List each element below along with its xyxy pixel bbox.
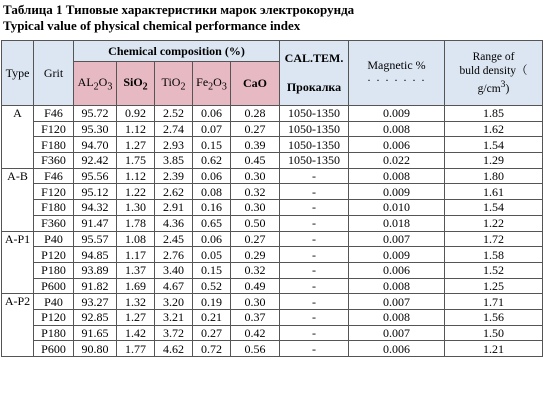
header-chemical-composition: Chemical composition (%) xyxy=(74,41,280,62)
cell-fe2o3: 0.06 xyxy=(193,168,231,184)
cell-density: 1.80 xyxy=(445,168,543,184)
cell-grit: F180 xyxy=(34,200,74,216)
cell-al2o3: 95.12 xyxy=(74,184,117,200)
cell-tio2: 2.62 xyxy=(155,184,193,200)
table-body xyxy=(2,106,543,357)
cell-cal: - xyxy=(280,294,349,310)
cell-magnetic: 0.009 xyxy=(349,247,445,263)
cell-sio2: 1.12 xyxy=(117,121,155,137)
cell-al2o3: 93.27 xyxy=(74,294,117,310)
cell-cal: 1050-1350 xyxy=(280,153,349,169)
table-row xyxy=(2,184,543,200)
cell-density: 1.58 xyxy=(445,247,543,263)
cell-magnetic: 0.018 xyxy=(349,215,445,231)
cell-sio2: 1.22 xyxy=(117,184,155,200)
density-unit: g/cm xyxy=(477,82,501,95)
cell-sio2: 1.17 xyxy=(117,247,155,263)
cell-sio2: 1.08 xyxy=(117,231,155,247)
cell-magnetic: 0.006 xyxy=(349,262,445,278)
cell-magnetic: 0.006 xyxy=(349,341,445,357)
table-row xyxy=(2,247,543,263)
header-density-line2: buld density（ xyxy=(459,65,528,78)
cell-grit: F180 xyxy=(34,137,74,153)
cell-al2o3: 95.30 xyxy=(74,121,117,137)
cell-sio2: 1.75 xyxy=(117,153,155,169)
cell-cal: 1050-1350 xyxy=(280,121,349,137)
header-tio2: TiO$_2$ xyxy=(155,62,193,106)
cell-tio2: 2.52 xyxy=(155,106,193,122)
cell-cao: 0.49 xyxy=(231,278,280,294)
table-row xyxy=(2,200,543,216)
cell-fe2o3: 0.21 xyxy=(193,309,231,325)
title-english: Typical value of physical chemical performance index xyxy=(3,18,301,33)
cell-cal: - xyxy=(280,231,349,247)
cell-cal: - xyxy=(280,247,349,263)
density-unit-sup: 3 xyxy=(500,79,506,91)
header-al2o3: $AL_2O_3$ xyxy=(74,62,117,106)
cell-sio2: 0.92 xyxy=(117,106,155,122)
cell-sio2: 1.77 xyxy=(117,341,155,357)
cell-fe2o3: 0.16 xyxy=(193,200,231,216)
cell-magnetic: 0.009 xyxy=(349,106,445,122)
table-row xyxy=(2,294,543,310)
cell-cao: 0.37 xyxy=(231,309,280,325)
cell-al2o3: 90.80 xyxy=(74,341,117,357)
title-russian: Таблица 1 Типовые характеристики марок электрокорунда xyxy=(3,2,355,17)
table-row xyxy=(2,231,543,247)
cell-grit: P40 xyxy=(34,294,74,310)
table-row xyxy=(2,325,543,341)
cell-tio2: 4.62 xyxy=(155,341,193,357)
header-cao: CaO xyxy=(231,62,280,106)
header-fe2o3: $Fe_2O_3$ xyxy=(193,62,231,106)
cell-fe2o3: 0.15 xyxy=(193,137,231,153)
cell-density: 1.62 xyxy=(445,121,543,137)
cell-cal: - xyxy=(280,278,349,294)
header-cal-tem-label: CAL.TEM. xyxy=(284,51,344,65)
cell-tio2: 4.67 xyxy=(155,278,193,294)
cell-fe2o3: 0.08 xyxy=(193,184,231,200)
table-row xyxy=(2,168,543,184)
cell-cao: 0.28 xyxy=(231,106,280,122)
cell-cao: 0.27 xyxy=(231,121,280,137)
cell-cao: 0.27 xyxy=(231,231,280,247)
cell-density: 1.72 xyxy=(445,231,543,247)
performance-table xyxy=(1,40,543,357)
cell-fe2o3: 0.65 xyxy=(193,215,231,231)
cell-fe2o3: 0.06 xyxy=(193,231,231,247)
cell-magnetic: 0.010 xyxy=(349,200,445,216)
cell-fe2o3: 0.07 xyxy=(193,121,231,137)
cell-cal: - xyxy=(280,309,349,325)
cell-type: A-P2 xyxy=(2,294,34,357)
cell-fe2o3: 0.05 xyxy=(193,247,231,263)
cell-al2o3: 91.47 xyxy=(74,215,117,231)
cell-sio2: 1.37 xyxy=(117,262,155,278)
cell-sio2: 1.27 xyxy=(117,309,155,325)
cell-grit: F46 xyxy=(34,168,74,184)
cell-al2o3: 92.85 xyxy=(74,309,117,325)
cell-cao: 0.50 xyxy=(231,215,280,231)
cell-cal: - xyxy=(280,200,349,216)
cell-cao: 0.45 xyxy=(231,153,280,169)
header-cal-tem xyxy=(280,41,349,106)
cell-tio2: 4.36 xyxy=(155,215,193,231)
cell-fe2o3: 0.52 xyxy=(193,278,231,294)
cell-grit: F120 xyxy=(34,184,74,200)
header-prokalka-label: Прокалка xyxy=(286,80,342,94)
document-titles xyxy=(3,2,354,34)
cell-sio2: 1.69 xyxy=(117,278,155,294)
cell-cal: 1050-1350 xyxy=(280,106,349,122)
cell-sio2: 1.42 xyxy=(117,325,155,341)
cell-tio2: 3.40 xyxy=(155,262,193,278)
cell-magnetic: 0.022 xyxy=(349,153,445,169)
header-type: Type xyxy=(2,41,34,106)
cell-density: 1.61 xyxy=(445,184,543,200)
cell-tio2: 2.74 xyxy=(155,121,193,137)
cell-cao: 0.42 xyxy=(231,325,280,341)
cell-density: 1.21 xyxy=(445,341,543,357)
cell-grit: F120 xyxy=(34,121,74,137)
cell-al2o3: 94.70 xyxy=(74,137,117,153)
cell-grit: F360 xyxy=(34,215,74,231)
cell-sio2: 1.78 xyxy=(117,215,155,231)
cell-sio2: 1.30 xyxy=(117,200,155,216)
cell-tio2: 2.93 xyxy=(155,137,193,153)
cell-density: 1.52 xyxy=(445,262,543,278)
table-row xyxy=(2,341,543,357)
cell-grit: P180 xyxy=(34,325,74,341)
cell-grit: P180 xyxy=(34,262,74,278)
cell-magnetic: 0.007 xyxy=(349,325,445,341)
cell-al2o3: 91.65 xyxy=(74,325,117,341)
header-magnetic-label: Magnetic % xyxy=(367,58,426,72)
cell-tio2: 3.20 xyxy=(155,294,193,310)
table-row xyxy=(2,309,543,325)
cell-magnetic: 0.006 xyxy=(349,137,445,153)
cell-fe2o3: 0.72 xyxy=(193,341,231,357)
cell-density: 1.22 xyxy=(445,215,543,231)
cell-tio2: 2.91 xyxy=(155,200,193,216)
cell-density: 1.71 xyxy=(445,294,543,310)
cell-al2o3: 95.56 xyxy=(74,168,117,184)
cell-tio2: 3.21 xyxy=(155,309,193,325)
cell-cal: - xyxy=(280,168,349,184)
cell-fe2o3: 0.06 xyxy=(193,106,231,122)
cell-density: 1.54 xyxy=(445,137,543,153)
cell-cal: - xyxy=(280,262,349,278)
cell-magnetic: 0.008 xyxy=(349,168,445,184)
cell-al2o3: 94.32 xyxy=(74,200,117,216)
cell-cao: 0.56 xyxy=(231,341,280,357)
table-row xyxy=(2,121,543,137)
cell-tio2: 2.76 xyxy=(155,247,193,263)
cell-grit: F360 xyxy=(34,153,74,169)
header-magnetic-dots: · · · · · · · xyxy=(367,73,426,87)
cell-fe2o3: 0.15 xyxy=(193,262,231,278)
cell-al2o3: 91.82 xyxy=(74,278,117,294)
cell-density: 1.54 xyxy=(445,200,543,216)
cell-magnetic: 0.007 xyxy=(349,294,445,310)
cell-density: 1.29 xyxy=(445,153,543,169)
cell-cao: 0.39 xyxy=(231,137,280,153)
table-row xyxy=(2,153,543,169)
cell-density: 1.25 xyxy=(445,278,543,294)
table-row xyxy=(2,137,543,153)
header-sio2: SiO$_2$ xyxy=(117,62,155,106)
cell-al2o3: 92.42 xyxy=(74,153,117,169)
cell-cao: 0.32 xyxy=(231,184,280,200)
cell-fe2o3: 0.62 xyxy=(193,153,231,169)
cell-magnetic: 0.009 xyxy=(349,184,445,200)
table-row xyxy=(2,262,543,278)
cell-grit: P120 xyxy=(34,309,74,325)
cell-grit: P600 xyxy=(34,341,74,357)
cell-cal: - xyxy=(280,215,349,231)
cell-al2o3: 95.57 xyxy=(74,231,117,247)
cell-density: 1.50 xyxy=(445,325,543,341)
cell-tio2: 3.85 xyxy=(155,153,193,169)
cell-tio2: 2.45 xyxy=(155,231,193,247)
cell-fe2o3: 0.27 xyxy=(193,325,231,341)
cell-cao: 0.32 xyxy=(231,262,280,278)
header-density-line1: Range of xyxy=(472,51,515,64)
cell-grit: P40 xyxy=(34,231,74,247)
cell-type: A xyxy=(2,106,34,169)
cell-cao: 0.30 xyxy=(231,294,280,310)
cell-al2o3: 93.89 xyxy=(74,262,117,278)
cell-cal: - xyxy=(280,184,349,200)
header-density xyxy=(445,41,543,106)
cell-magnetic: 0.008 xyxy=(349,278,445,294)
table-row xyxy=(2,215,543,231)
cell-grit: P120 xyxy=(34,247,74,263)
cell-cao: 0.30 xyxy=(231,168,280,184)
cell-type: A-B xyxy=(2,168,34,231)
cell-cao: 0.30 xyxy=(231,200,280,216)
cell-tio2: 3.72 xyxy=(155,325,193,341)
cell-density: 1.85 xyxy=(445,106,543,122)
cell-cal: - xyxy=(280,325,349,341)
cell-fe2o3: 0.19 xyxy=(193,294,231,310)
cell-sio2: 1.12 xyxy=(117,168,155,184)
cell-type: A-P1 xyxy=(2,231,34,294)
cell-grit: P600 xyxy=(34,278,74,294)
table-row xyxy=(2,106,543,122)
table-row xyxy=(2,278,543,294)
header-grit: Grit xyxy=(34,41,74,106)
cell-magnetic: 0.008 xyxy=(349,309,445,325)
cell-cal: - xyxy=(280,341,349,357)
header-magnetic xyxy=(349,41,445,106)
cell-al2o3: 94.85 xyxy=(74,247,117,263)
cell-al2o3: 95.72 xyxy=(74,106,117,122)
cell-magnetic: 0.007 xyxy=(349,231,445,247)
cell-sio2: 1.27 xyxy=(117,137,155,153)
cell-tio2: 2.39 xyxy=(155,168,193,184)
cell-magnetic: 0.008 xyxy=(349,121,445,137)
cell-cal: 1050-1350 xyxy=(280,137,349,153)
cell-sio2: 1.32 xyxy=(117,294,155,310)
cell-density: 1.56 xyxy=(445,309,543,325)
cell-grit: F46 xyxy=(34,106,74,122)
density-unit-close: ) xyxy=(505,82,510,95)
cell-cao: 0.29 xyxy=(231,247,280,263)
header-density-line3 xyxy=(445,78,542,96)
